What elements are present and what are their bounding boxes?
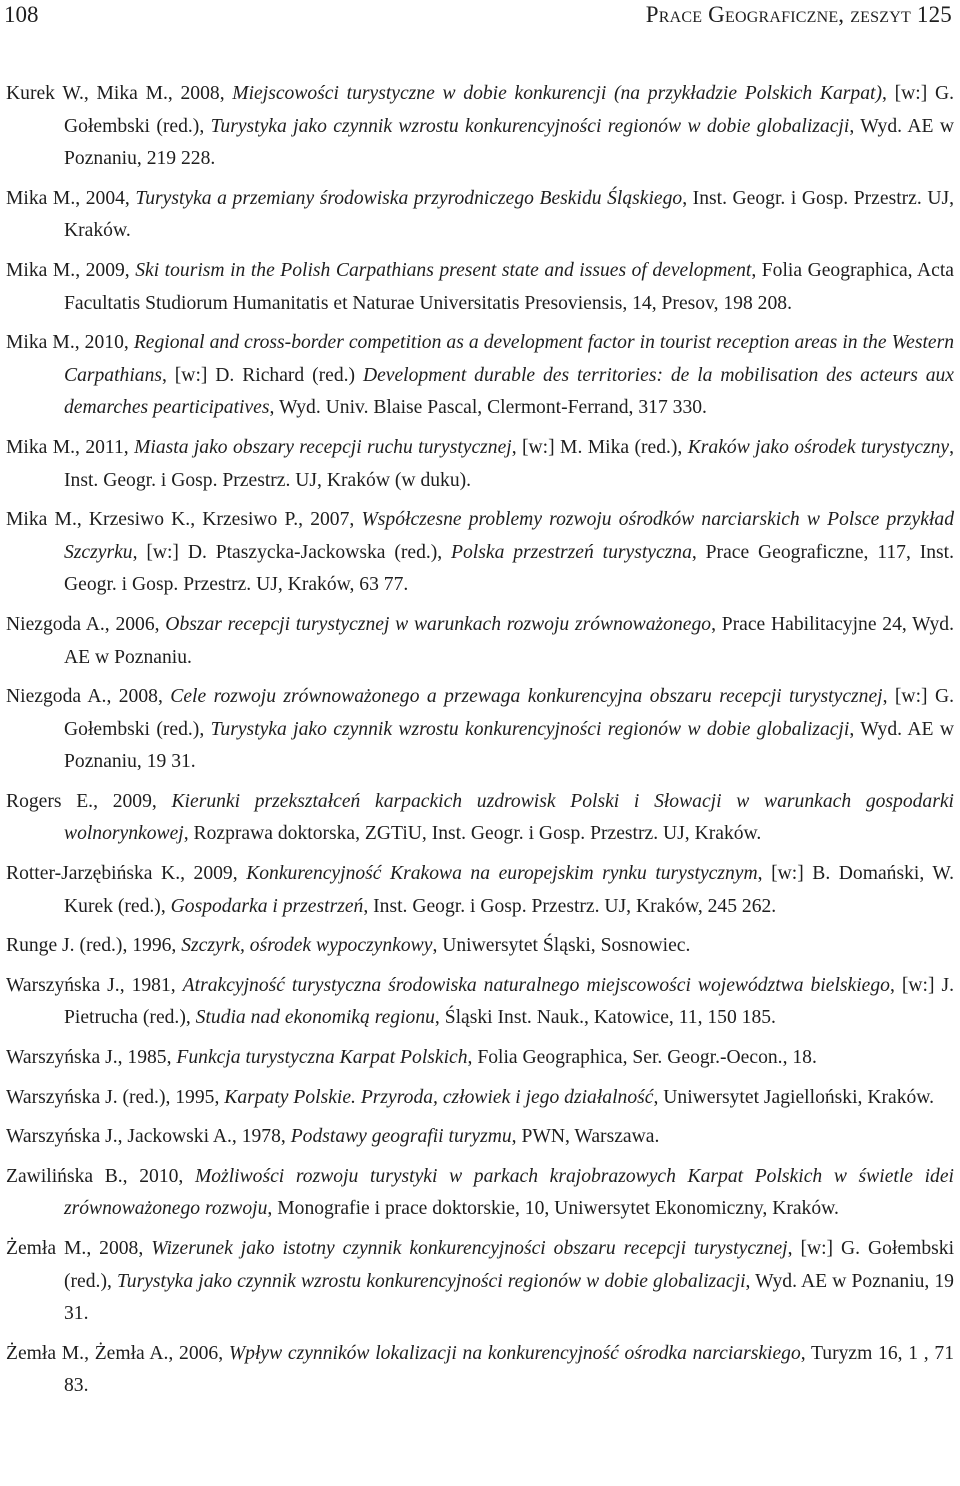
reference-text: , [w:] B. Domański, W. Kurek (red.), <box>64 863 955 917</box>
reference-title: Turystyka jako czynnik wzrostu konkurencyjności regionów w dobie globalizacji <box>210 718 850 740</box>
reference-text: Warszyńska J. (red.), 1995, <box>6 1086 225 1108</box>
reference-entry <box>6 970 954 1035</box>
reference-entry <box>6 858 954 923</box>
reference-entry <box>6 609 954 674</box>
reference-text: Żemła M., 2008, <box>6 1238 152 1259</box>
reference-entry <box>6 930 954 963</box>
reference-title: Ski tourism in the Polish Carpathians present state and issues of development <box>135 259 752 281</box>
reference-entry <box>6 1233 954 1331</box>
reference-entry <box>6 1338 954 1403</box>
reference-text: , Folia Geographica, Ser. Geogr.-Oecon., 18. <box>467 1047 817 1069</box>
reference-title: Cele rozwoju zrównoważonego a przewaga konkurencyjna obszaru recepcji turystycznej <box>170 686 883 708</box>
reference-text: , Prace Habilitacyjne 24, Wyd. AE w Poznaniu. <box>64 613 954 668</box>
reference-text: , Inst. Geogr. i Gosp. Przestrz. UJ, Kraków (w duku). <box>64 436 954 491</box>
reference-text: , [w:] G. Gołembski (red.), <box>64 1238 955 1292</box>
reference-text: Kurek W., Mika M., 2008, <box>6 83 233 104</box>
reference-title: Turystyka jako czynnik wzrostu konkurencyjności regionów w dobie globalizacji <box>116 1270 746 1292</box>
reference-text: Mika M., 2010, <box>6 332 134 354</box>
reference-entry <box>6 786 954 851</box>
reference-entry <box>6 432 954 497</box>
reference-text: , Wyd. AE w Poznaniu, 219 228. <box>64 115 954 170</box>
reference-text: Warszyńska J., 1985, <box>6 1047 177 1069</box>
reference-text: , Śląski Inst. Nauk., Katowice, 11, 150 185. <box>434 1007 776 1029</box>
reference-text: Mika M., Krzesiwo K., Krzesiwo P., 2007, <box>6 509 362 531</box>
journal-title: Prace Geograficzne, zeszyt 125 <box>645 2 952 27</box>
reference-text: , Turyzm 16, 1 , 71 83. <box>64 1342 954 1397</box>
reference-title: Konkurencyjność Krakowa na europejskim rynku turystycznym <box>246 863 758 885</box>
reference-text: , [w:] J. Pietrucha (red.), <box>64 974 954 1029</box>
reference-entry <box>6 1082 954 1115</box>
running-header <box>0 2 960 32</box>
reference-entry <box>6 504 954 602</box>
page-number: 108 <box>4 2 39 27</box>
reference-title: Gospodarka i przestrzeń <box>170 895 364 917</box>
reference-text: Mika M., 2011, <box>6 436 135 458</box>
reference-title: Obszar recepcji turystycznej w warunkach rozwoju zrównoważonego <box>165 613 712 635</box>
reference-entry <box>6 1042 954 1075</box>
reference-title: Karpaty Polskie. Przyroda, człowiek i jego działalność <box>224 1086 654 1108</box>
reference-text: Warszyńska J., 1981, <box>6 974 183 996</box>
reference-text: Warszyńska J., Jackowski A., 1978, <box>6 1126 291 1148</box>
reference-title: Podstawy geografii turyzmu <box>290 1126 512 1148</box>
reference-title: Regional and cross-border competition as a development factor in tourist reception areas in the Western Carpathians <box>64 332 955 386</box>
reference-text: , Uniwersytet Śląski, Sosnowiec. <box>432 935 691 957</box>
reference-text: , Folia Geographica, Acta Facultatis Studiorum Humanitatis et Naturae Universitatis Presoviensis, 14, Presov, 198 208. <box>64 259 954 314</box>
reference-text: , [w:] G. Gołembski (red.), <box>64 83 955 137</box>
reference-entry <box>6 183 954 248</box>
reference-text: , [w:] G. Gołembski (red.), <box>64 686 955 740</box>
reference-text: Rogers E., 2009, <box>6 790 172 812</box>
reference-text: Mika M., 2004, <box>6 187 136 209</box>
reference-title: Atrakcyjność turystyczna środowiska naturalnego miejscowości województwa bielskiego <box>182 974 890 996</box>
reference-entry <box>6 1161 954 1226</box>
reference-text: , Wyd. AE w Poznaniu, 19 31. <box>64 718 954 773</box>
reference-text: , [w:] M. Mika (red.), <box>511 436 688 458</box>
reference-text: , Prace Geograficzne, 117, Inst. Geogr. i Gosp. Przestrz. UJ, Kraków, 63 77. <box>64 541 954 596</box>
reference-text: Niezgoda A., 2006, <box>6 613 166 635</box>
reference-title: Turystyka a przemiany środowiska przyrodniczego Beskidu Śląskiego <box>135 187 683 209</box>
reference-title: Możliwości rozwoju turystyki w parkach krajobrazowych Karpat Polskich w świetle idei zrównoważonego rozwoju <box>64 1165 954 1220</box>
reference-title: Wpływ czynników lokalizacji na konkurencyjność ośrodka narciarskiego <box>228 1342 801 1364</box>
reference-entry <box>6 78 954 176</box>
reference-text: , Inst. Geogr. i Gosp. Przestrz. UJ, Kraków, 245 262. <box>363 895 777 917</box>
reference-title: Współczesne problemy rozwoju ośrodków narciarskich w Polsce przykład Szczyrku <box>64 509 954 563</box>
reference-title: Szczyrk, ośrodek wypoczynkowy <box>181 935 433 957</box>
reference-entry <box>6 327 954 425</box>
reference-title: Studia nad ekonomiką regionu <box>195 1007 435 1029</box>
reference-title: Miejscowości turystyczne w dobie konkurencji (na przykładzie Polskich Karpat) <box>232 83 882 104</box>
reference-text: , Rozprawa doktorska, ZGTiU, Inst. Geogr. i Gosp. Przestrz. UJ, Kraków. <box>183 823 762 845</box>
reference-list <box>6 78 954 1410</box>
reference-text: Mika M., 2009, <box>6 259 136 281</box>
reference-text: , [w:] D. Richard (red.) <box>162 364 363 386</box>
reference-text: Rotter-Jarzębińska K., 2009, <box>6 863 247 885</box>
reference-title: Miasta jako obszary recepcji ruchu turystycznej <box>134 436 512 458</box>
reference-title: Kraków jako ośrodek turystyczny <box>687 436 950 458</box>
reference-entry <box>6 681 954 779</box>
reference-title: Wizerunek jako istotny czynnik konkurencyjności obszaru recepcji turystycznej <box>151 1238 788 1259</box>
reference-text: , Uniwersytet Jagielloński, Kraków. <box>653 1086 935 1108</box>
reference-title: Development durable des territories: de la mobilisation des acteurs aux demarches pearticipatives <box>64 364 954 419</box>
reference-text: , PWN, Warszawa. <box>511 1126 660 1148</box>
reference-text: Niezgoda A., 2008, <box>6 686 171 708</box>
reference-text: Runge J. (red.), 1996, <box>6 935 182 957</box>
reference-text: , [w:] D. Ptaszycka-Jackowska (red.), <box>132 541 452 563</box>
reference-entry <box>6 255 954 320</box>
reference-text: Żemła M., Żemła A., 2006, <box>6 1342 229 1364</box>
reference-entry <box>6 1121 954 1154</box>
reference-title: Kierunki przekształceń karpackich uzdrowisk Polski i Słowacji w warunkach gospodarki wolnorynkowej <box>64 790 954 845</box>
reference-text: , Monografie i prace doktorskie, 10, Uniwersytet Ekonomiczny, Kraków. <box>267 1198 839 1220</box>
reference-text: Zawilińska B., 2010, <box>6 1165 195 1187</box>
reference-text: , Wyd. AE w Poznaniu, 19 31. <box>64 1270 954 1325</box>
reference-title: Polska przestrzeń turystyczna <box>451 541 692 563</box>
reference-text: , Inst. Geogr. i Gosp. Przestrz. UJ, Kraków. <box>64 187 955 242</box>
reference-title: Funkcja turystyczna Karpat Polskich <box>176 1047 468 1069</box>
reference-title: Turystyka jako czynnik wzrostu konkurencyjności regionów w dobie globalizacji <box>210 115 850 137</box>
reference-text: , Wyd. Univ. Blaise Pascal, Clermont-Ferrand, 317 330. <box>269 397 707 419</box>
